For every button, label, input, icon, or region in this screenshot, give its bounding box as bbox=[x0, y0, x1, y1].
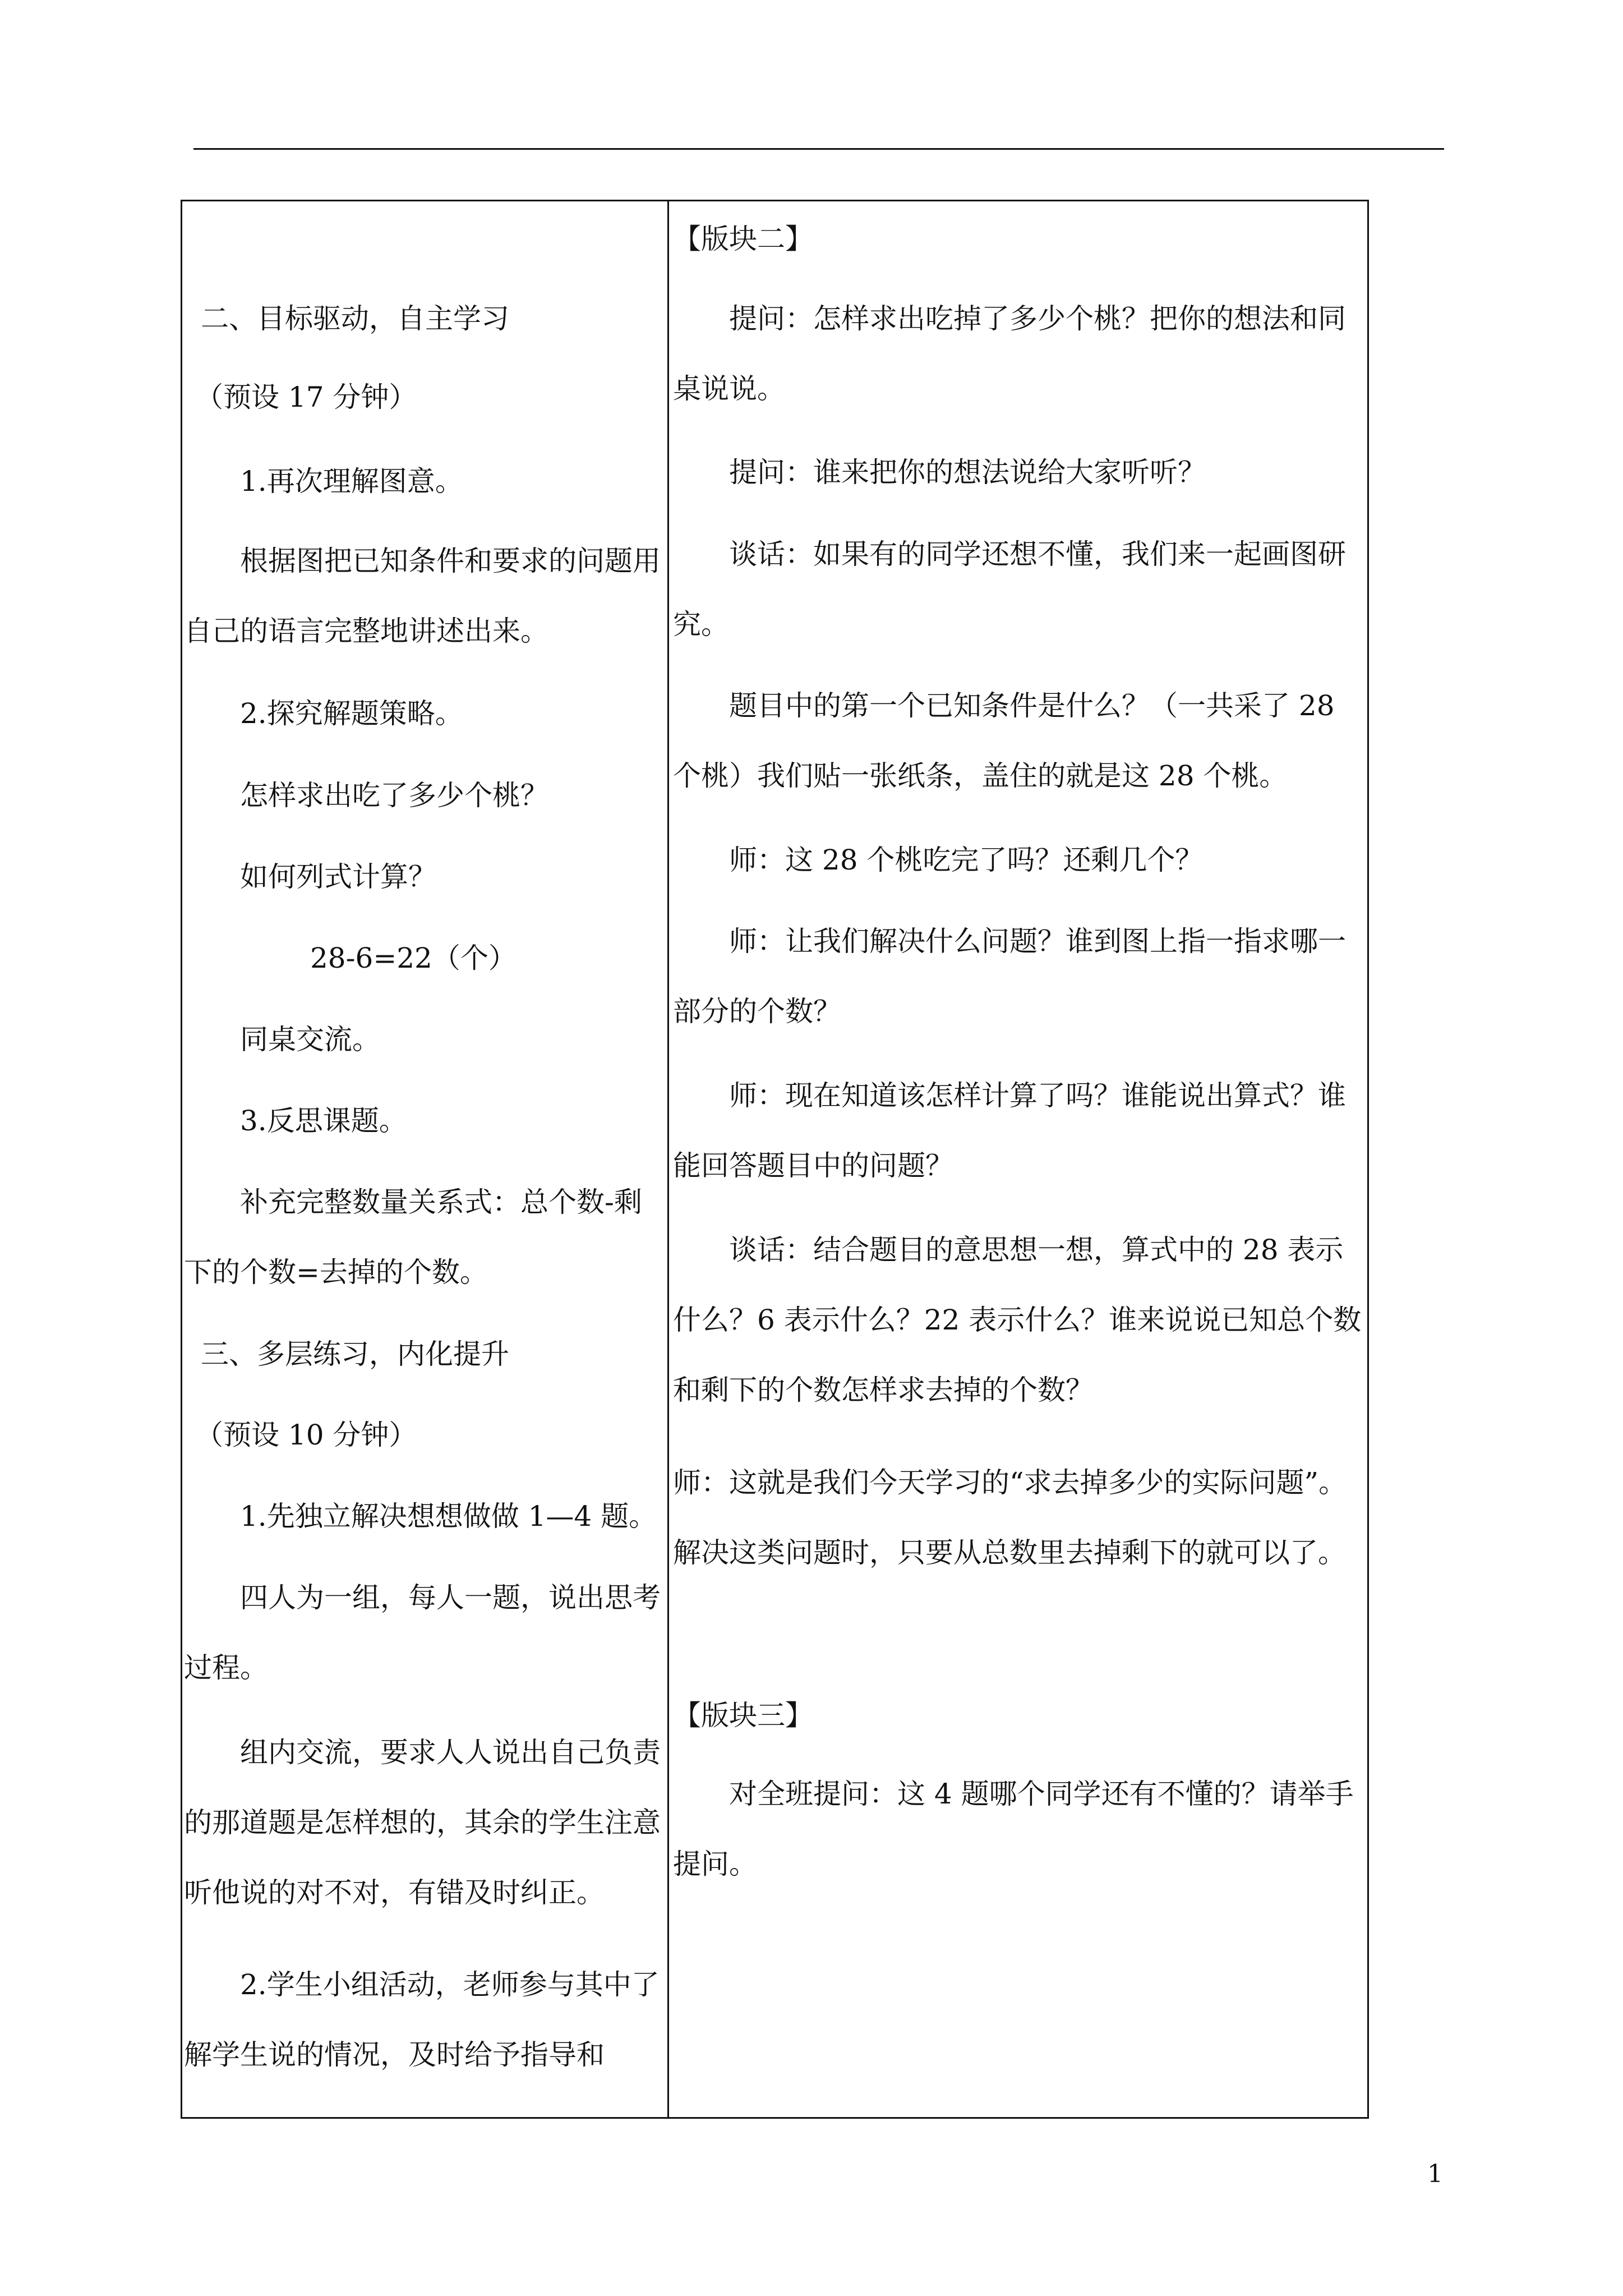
step-understand-picture: 1.再次理解图意。 bbox=[240, 465, 463, 498]
paragraph-ask-whole-class: 对全班提问：这 4 题哪个同学还有不懂的？请举手提问。 bbox=[673, 1778, 1354, 1880]
paragraph-ask-how-many-eaten: 提问：怎样求出吃掉了多少个桃？把你的想法和同桌说说。 bbox=[673, 302, 1346, 405]
question-how-many-eaten: 怎样求出吃了多少个桃？ bbox=[240, 779, 548, 812]
question-formula: 如何列式计算？ bbox=[240, 861, 436, 893]
paragraph-pair-discussion: 同桌交流。 bbox=[240, 1023, 380, 1056]
right-column bbox=[673, 200, 1366, 2119]
header-rule bbox=[193, 148, 1444, 150]
paragraph-ask-who-explains: 提问：谁来把你的想法说给大家听听？ bbox=[729, 456, 1206, 489]
step-explore-strategy: 2.探究解题策略。 bbox=[240, 697, 463, 730]
paragraph-group-of-four: 四人为一组，每人一题，说出思考过程。 bbox=[184, 1581, 661, 1684]
paragraph-summary: 师：这就是我们今天学习的“求去掉多少的实际问题”。解决这类问题时，只要从总数里去掉剩下的就可以了。 bbox=[673, 1466, 1347, 1569]
section-label-block-three: 【版块三】 bbox=[673, 1699, 813, 1732]
step-solve-independently: 1.先独立解决想想做做 1—4 题。 bbox=[240, 1500, 657, 1533]
paragraph-which-part: 师：让我们解决什么问题？谁到图上指一指求哪一部分的个数？ bbox=[673, 925, 1346, 1028]
time-estimate-17: （预设 17 分钟） bbox=[195, 381, 417, 413]
step-group-activity: 2.学生小组活动，老师参与其中了解学生说的情况，及时给予指导和 bbox=[184, 1968, 660, 2071]
step-reflect-topic: 3.反思课题。 bbox=[240, 1105, 407, 1137]
paragraph-how-to-calculate: 师：现在知道该怎样计算了吗？谁能说出算式？谁能回答题目中的问题？ bbox=[673, 1079, 1346, 1182]
paragraph-quantity-relation: 补充完整数量关系式：总个数-剩下的个数=去掉的个数。 bbox=[184, 1186, 642, 1289]
time-estimate-10: （预设 10 分钟） bbox=[195, 1419, 417, 1451]
page-number: 1 bbox=[1427, 2160, 1443, 2188]
paragraph-first-condition: 题目中的第一个已知条件是什么？（一共采了 28 个桃）我们贴一张纸条，盖住的就是这 28 个桃。 bbox=[673, 689, 1335, 792]
calculation: 28-6=22（个） bbox=[310, 942, 517, 974]
section-heading-practice: 三、多层练习，内化提升 bbox=[201, 1338, 509, 1370]
paragraph-peaches-left: 师：这 28 个桃吃完了吗？还剩几个？ bbox=[729, 844, 1204, 876]
paragraph-retell-conditions: 根据图把已知条件和要求的问题用自己的语言完整地讲述出来。 bbox=[184, 545, 661, 647]
column-divider bbox=[667, 200, 669, 2119]
paragraph-group-exchange: 组内交流，要求人人说出自己负责的那道题是怎样想的，其余的学生注意听他说的对不对，有错及时纠正。 bbox=[184, 1736, 661, 1909]
section-label-block-two: 【版块二】 bbox=[673, 223, 813, 255]
paragraph-meaning-of-numbers: 谈话：结合题目的意思想一想，算式中的 28 表示什么？6 表示什么？22 表示什么？谁来说说已知总个数和剩下的个数怎样求去掉的个数？ bbox=[673, 1234, 1362, 1406]
paragraph-draw-together: 谈话：如果有的同学还想不懂，我们来一起画图研究。 bbox=[673, 538, 1346, 641]
left-column bbox=[184, 200, 662, 2119]
section-heading-goal-driven: 二、目标驱动，自主学习 bbox=[201, 302, 509, 335]
